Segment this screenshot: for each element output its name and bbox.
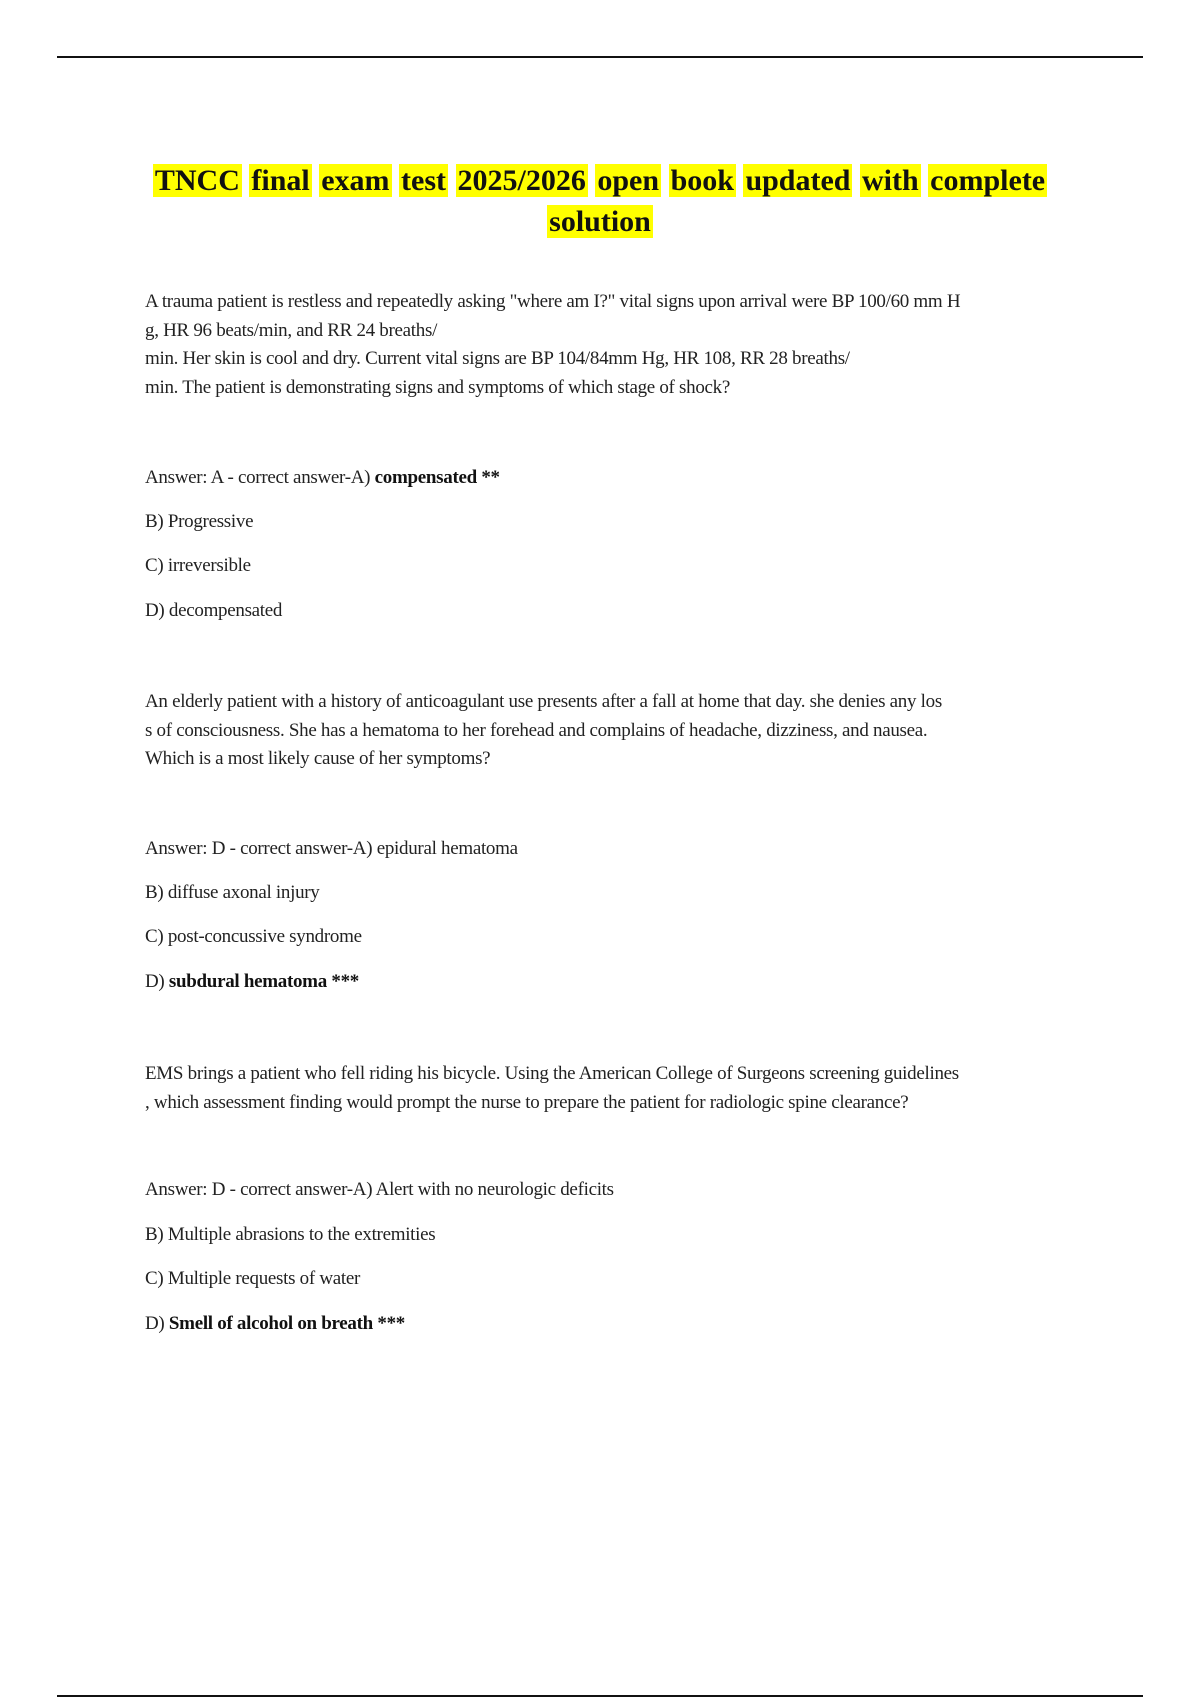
question-2-answer (145, 836, 518, 862)
title-word: with (861, 164, 919, 198)
question-3-text (145, 1060, 1105, 1117)
title-word: exam (321, 164, 390, 198)
answer-text: Answer: D - correct answer-A) epidural hematoma (145, 838, 518, 859)
correct-marker: *** (326, 971, 359, 992)
header-rule (57, 56, 1143, 58)
question-1-answer (145, 465, 500, 491)
option-text: B) Progressive (145, 511, 254, 532)
question-line: Which is a most likely cause of her symptoms? (145, 748, 491, 769)
question-1-text (145, 288, 1105, 402)
correct-answer-bold: Smell of alcohol on breath (168, 1313, 373, 1334)
option-text: C) irreversible (145, 555, 251, 576)
question-line: EMS brings a patient who fell riding his bicycle. Using the American College of Surgeons screening guidelines (145, 1063, 959, 1084)
question-line: g, HR 96 beats/min, and RR 24 breaths/ (145, 319, 438, 341)
option-text: D) decompensated (145, 600, 283, 621)
answer-text: Answer: A - correct answer-A) (145, 467, 375, 488)
question-3-option-c (145, 1266, 360, 1292)
correct-marker: *** (372, 1313, 405, 1334)
title-word: test (401, 164, 447, 198)
title-word: final (251, 164, 310, 198)
question-3-option-b (145, 1222, 435, 1248)
option-text: B) Multiple abrasions to the extremities (145, 1224, 436, 1245)
document-title (100, 160, 1100, 242)
title-word: complete (930, 164, 1046, 198)
question-line: , which assessment finding would prompt the nurse to prepare the patient for radiologic spine clearance? (145, 1091, 909, 1113)
question-3-answer (145, 1177, 614, 1203)
footer-rule (57, 1695, 1143, 1697)
title-word: book (670, 164, 734, 198)
title-line-2 (547, 205, 653, 238)
question-line: min. The patient is demonstrating signs and symptoms of which stage of shock? (145, 376, 730, 398)
correct-answer-bold: compensated (374, 467, 477, 488)
option-text: D) (145, 1313, 169, 1334)
question-2-option-b (145, 880, 320, 906)
question-1-option-b (145, 509, 253, 535)
question-2-option-c (145, 924, 362, 950)
correct-answer-bold: subdural hematoma (168, 971, 327, 992)
correct-marker: ** (476, 467, 500, 488)
option-text: C) Multiple requests of water (145, 1268, 361, 1289)
question-line: A trauma patient is restless and repeatedly asking "where am I?" vital signs upon arrival were BP 100/60 mm H (145, 291, 961, 312)
title-word: updated (745, 164, 851, 198)
question-3-option-d (145, 1311, 405, 1337)
title-line-1 (153, 164, 1047, 197)
question-2-option-d (145, 969, 359, 995)
question-line: min. Her skin is cool and dry. Current vital signs are BP 104/84mm Hg, HR 108, RR 28 breaths/ (145, 348, 850, 369)
title-word: 2025/2026 (457, 164, 586, 198)
question-2-text (145, 688, 1105, 774)
option-text: B) diffuse axonal injury (145, 882, 320, 903)
question-line: s of consciousness. She has a hematoma to her forehead and complains of headache, dizziness, and nausea. (145, 719, 928, 741)
question-1-option-c (145, 553, 251, 579)
title-word: solution (549, 205, 651, 239)
option-text: D) (145, 971, 169, 992)
question-line: An elderly patient with a history of anticoagulant use presents after a fall at home that day. she denies any los (145, 691, 942, 712)
title-word: open (597, 164, 660, 198)
title-word: TNCC (154, 164, 240, 198)
question-1-option-d (145, 598, 282, 624)
option-text: C) post-concussive syndrome (145, 926, 362, 947)
answer-text: Answer: D - correct answer-A) Alert with no neurologic deficits (145, 1179, 614, 1200)
